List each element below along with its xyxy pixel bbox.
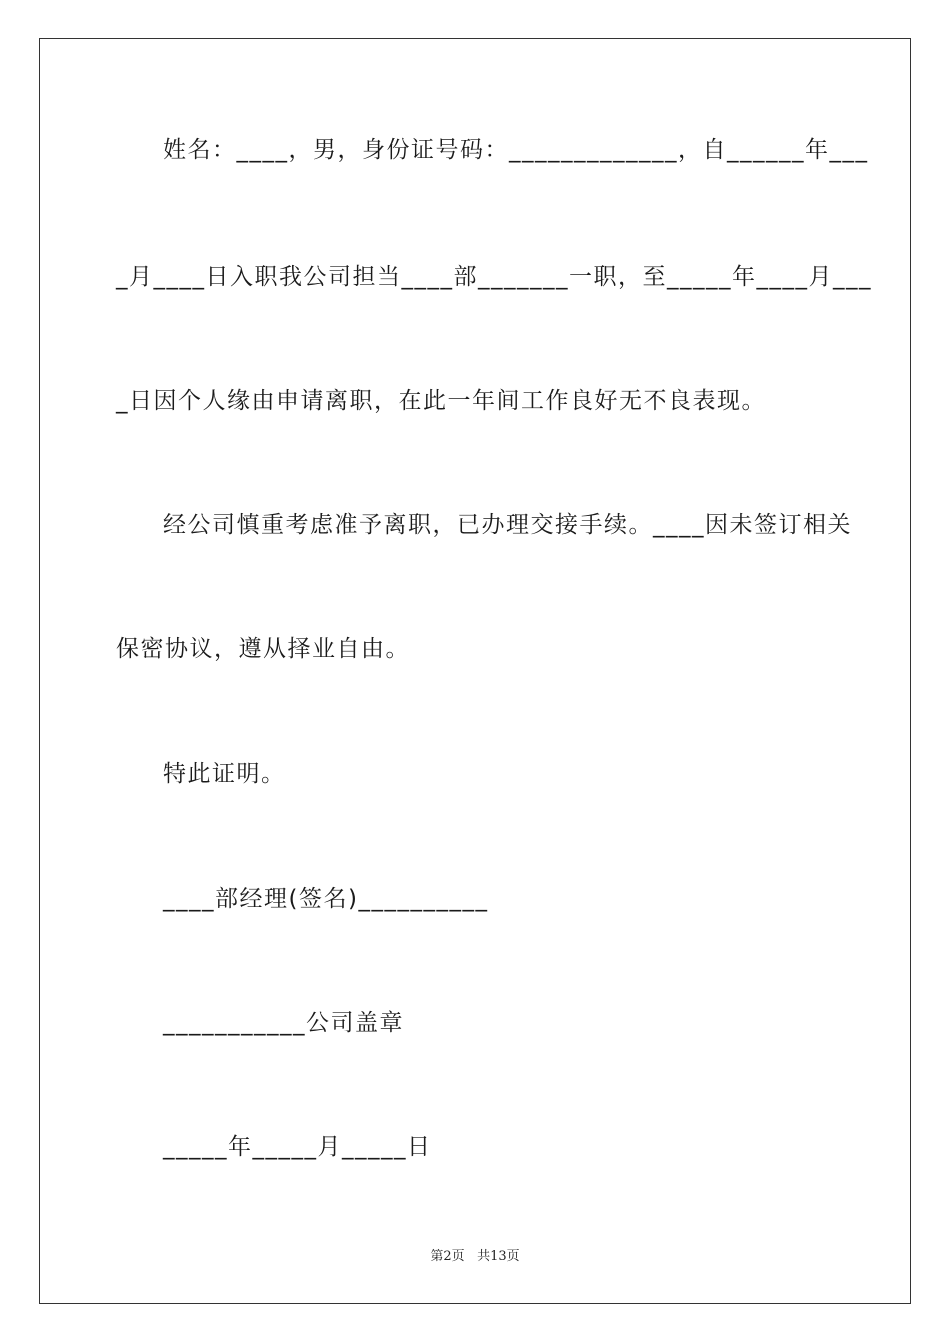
paragraph-line-3: _日因个人缘由申请离职，在此一年间工作良好无不良表现。 bbox=[116, 388, 766, 414]
page-footer bbox=[0, 1247, 950, 1267]
paragraph-line-5: 保密协议，遵从择业自由。 bbox=[116, 636, 410, 662]
certify-line: 特此证明。 bbox=[163, 761, 286, 787]
page-total: 共13页 bbox=[477, 1249, 520, 1264]
paragraph-line-1: 姓名：____，男，身份证号码：_____________，自______年___ bbox=[163, 137, 869, 163]
page-border bbox=[39, 38, 911, 1304]
manager-signature-line: ____部经理(签名)__________ bbox=[163, 886, 489, 912]
date-line: _____年_____月_____日 bbox=[163, 1134, 432, 1160]
paragraph-line-2: _月____日入职我公司担当____部_______一职，至_____年____月___ bbox=[116, 264, 872, 290]
company-seal-line: ___________公司盖章 bbox=[163, 1010, 404, 1036]
paragraph-line-4: 经公司慎重考虑准予离职，已办理交接手续。____因未签订相关 bbox=[163, 512, 852, 538]
page-number: 第2页 bbox=[430, 1249, 465, 1264]
